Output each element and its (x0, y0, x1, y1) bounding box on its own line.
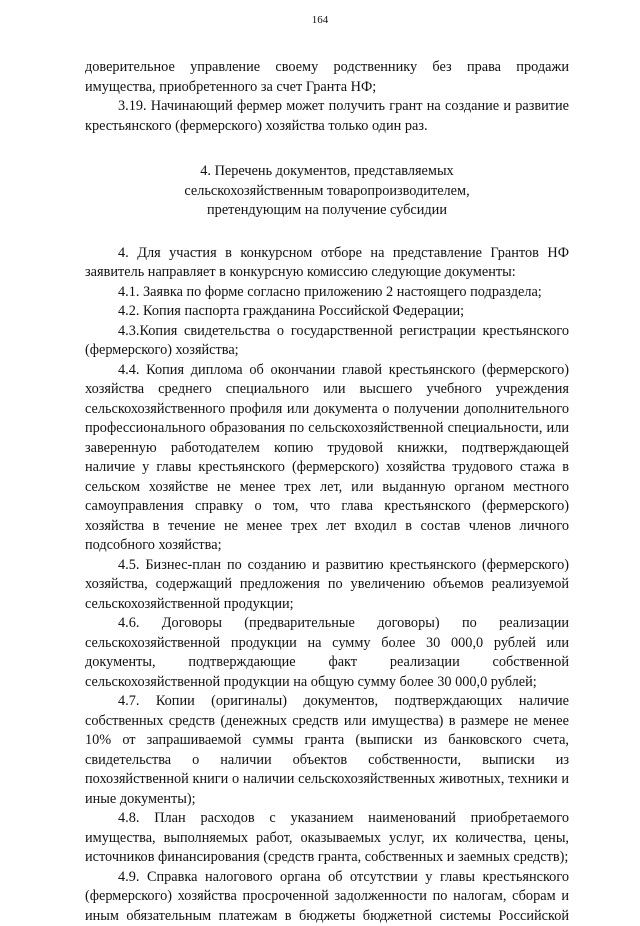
section-heading-line: сельскохозяйственным товаропроизводителем, (93, 182, 561, 202)
section-heading (85, 162, 569, 221)
paragraph-4-4: 4.4. Копия диплома об окончании главой крестьянского (фермерского) хозяйства среднего специального или высшего учебного учреждения сельскохозяйственного профиля или документа о получении дополнительного профессионального образования по сельскохозяйственной специальности, или заверенную работодателем копию трудовой книжки, подтверждающей наличие у главы крестьянского (фермерского) хозяйства трудового стажа в сельском хозяйстве не менее трех лет, или выданную органом местного самоуправления справку о том, что глава крестьянского (фермерского) хозяйства в течение не менее трех лет входил в состав членов личного подсобного хозяйства; (85, 361, 569, 556)
paragraph-4-5: 4.5. Бизнес-план по созданию и развитию крестьянского (фермерского) хозяйства, содержащий предложения по увеличению объемов реализуемой сельскохозяйственной продукции; (85, 556, 569, 615)
section-heading-line: претендующим на получение субсидии (93, 201, 561, 221)
paragraph-4-6: 4.6. Договоры (предварительные договоры) по реализации сельскохозяйственной продукции на сумму более 30 000,0 рублей или документы, подтверждающие факт реализации собственной сельскохозяйственной продукции на общую сумму более 30 000,0 рублей; (85, 614, 569, 692)
paragraph-4: 4. Для участия в конкурсном отборе на представление Грантов НФ заявитель направляет в конкурсную комиссию следующие документы: (85, 244, 569, 283)
paragraph-4-3: 4.3.Копия свидетельства о государственной регистрации крестьянского (фермерского) хозяйства; (85, 322, 569, 361)
document-body (85, 58, 569, 926)
paragraph-4-8: 4.8. План расходов с указанием наименований приобретаемого имущества, выполняемых работ, оказываемых услуг, их количества, цены, источников финансирования (средств гранта, собственных и заемных средств); (85, 809, 569, 868)
paragraph-continuation: доверительное управление своему родственнику без права продажи имущества, приобретенного за счет Гранта НФ; (85, 58, 569, 97)
paragraph-3-19: 3.19. Начинающий фермер может получить грант на создание и развитие крестьянского (фермерского) хозяйства только один раз. (85, 97, 569, 136)
paragraph-4-2: 4.2. Копия паспорта гражданина Российской Федерации; (85, 302, 569, 322)
paragraph-4-9: 4.9. Справка налогового органа об отсутствии у главы крестьянского (фермерского) хозяйства просроченной задолженности по налогам, сборам и иным обязательным платежам в бюджеты бюджетной системы Российской (85, 868, 569, 926)
paragraph-4-1: 4.1. Заявка по форме согласно приложению 2 настоящего подраздела; (85, 283, 569, 303)
paragraph-4-7: 4.7. Копии (оригиналы) документов, подтверждающих наличие собственных средств (денежных средств или имущества) в размере не менее 10% от запрашиваемой суммы гранта (выписки из банковского счета, свидетельства о наличии объектов собственности, выписки из похозяйственной книги о наличии сельскохозяйственных животных, техники и иные документы); (85, 692, 569, 809)
page-number: 164 (0, 14, 640, 26)
section-heading-line: 4. Перечень документов, представляемых (93, 162, 561, 182)
